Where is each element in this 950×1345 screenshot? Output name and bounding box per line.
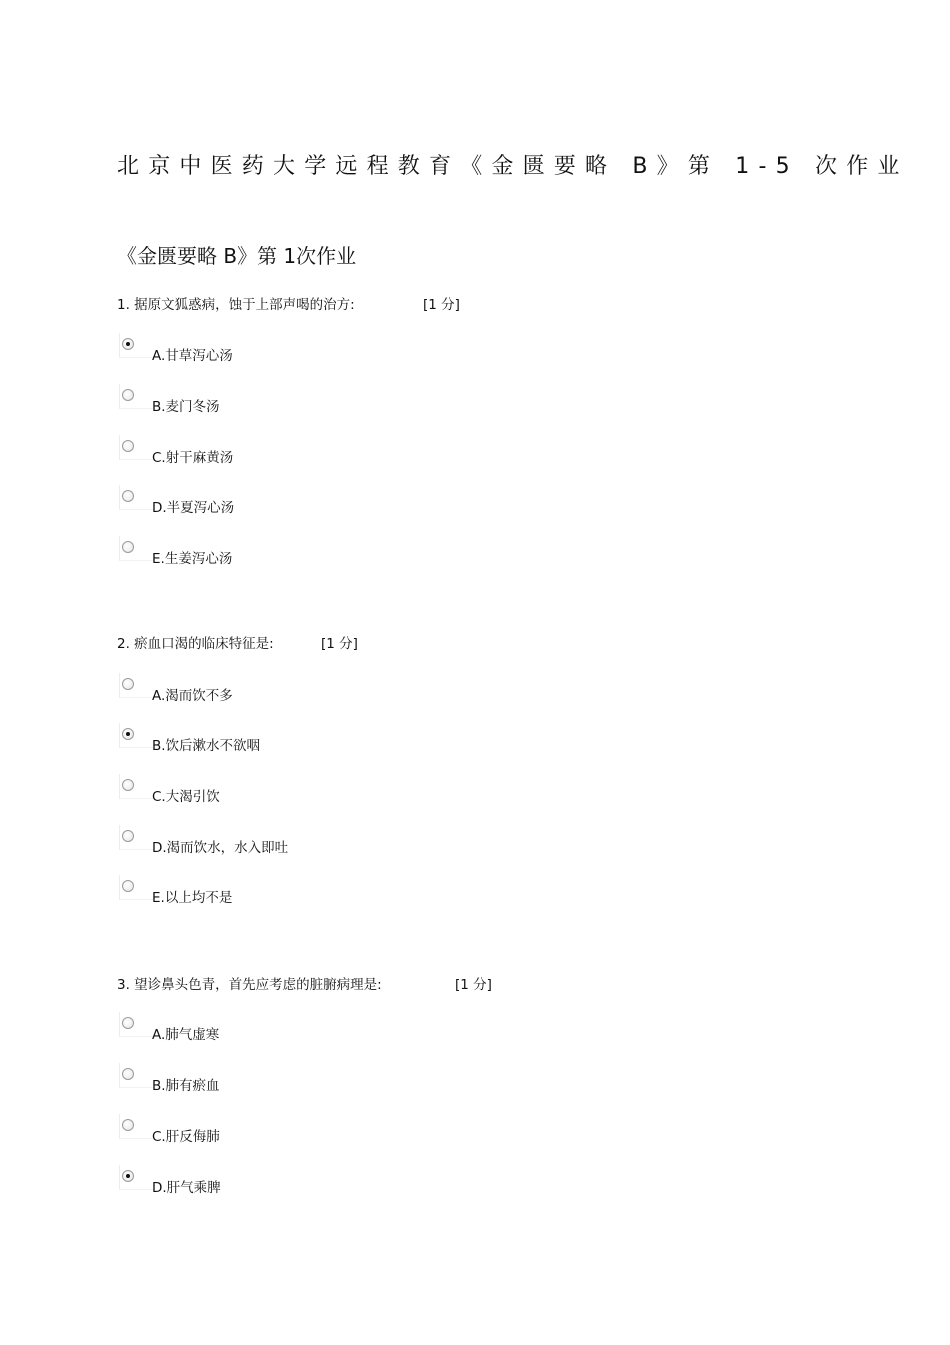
document-title: 北京中医药大学远程教育《金匮要略 B》第 1-5 次作业	[117, 154, 909, 179]
option-2b[interactable]	[119, 728, 419, 758]
option-2c[interactable]	[119, 779, 419, 809]
option-label: A.肺气虚寒	[152, 1027, 220, 1043]
option-label: C.射干麻黄汤	[152, 450, 234, 466]
radio-checked-icon[interactable]	[122, 1170, 134, 1182]
option-label: E.以上均不是	[152, 890, 233, 906]
question-3	[117, 973, 492, 993]
option-2e[interactable]	[119, 880, 419, 910]
question-text: 3. 望诊鼻头色青，首先应考虑的脏腑病理是:	[117, 977, 382, 993]
radio-checked-icon[interactable]	[122, 338, 134, 350]
option-label: C.大渴引饮	[152, 789, 220, 805]
radio-icon[interactable]	[122, 541, 134, 553]
question-score: [1 分]	[321, 636, 358, 652]
assignment-subtitle: 《金匮要略 B》第 1次作业	[117, 244, 357, 268]
radio-icon[interactable]	[122, 830, 134, 842]
option-label: C.肝反侮肺	[152, 1129, 220, 1145]
option-1b[interactable]	[119, 389, 419, 419]
radio-icon[interactable]	[122, 880, 134, 892]
radio-icon[interactable]	[122, 1017, 134, 1029]
option-label: D.渴而饮水，水入即吐	[152, 840, 289, 856]
option-3a[interactable]	[119, 1017, 419, 1047]
radio-icon[interactable]	[122, 1068, 134, 1080]
option-2a[interactable]	[119, 678, 419, 708]
option-label: B.饮后漱水不欲咽	[152, 738, 261, 754]
option-3d[interactable]	[119, 1170, 419, 1200]
option-1e[interactable]	[119, 541, 419, 571]
question-score: [1 分]	[423, 297, 460, 313]
option-1c[interactable]	[119, 440, 419, 470]
radio-icon[interactable]	[122, 490, 134, 502]
option-label: A.渴而饮不多	[152, 688, 233, 704]
option-label: B.肺有瘀血	[152, 1078, 220, 1094]
option-label: A.甘草泻心汤	[152, 348, 233, 364]
radio-checked-icon[interactable]	[122, 728, 134, 740]
radio-icon[interactable]	[122, 389, 134, 401]
option-1d[interactable]	[119, 490, 419, 520]
option-3c[interactable]	[119, 1119, 419, 1149]
question-score: [1 分]	[455, 977, 492, 993]
question-2	[117, 632, 358, 652]
option-label: E.生姜泻心汤	[152, 551, 233, 567]
radio-icon[interactable]	[122, 1119, 134, 1131]
radio-icon[interactable]	[122, 779, 134, 791]
option-label: D.肝气乘脾	[152, 1180, 221, 1196]
option-2d[interactable]	[119, 830, 419, 860]
question-text: 2. 瘀血口渴的临床特征是:	[117, 636, 274, 652]
radio-icon[interactable]	[122, 678, 134, 690]
question-text: 1. 据原文狐惑病，蚀于上部声喝的治方:	[117, 297, 355, 313]
option-label: B.麦门冬汤	[152, 399, 220, 415]
question-1	[117, 293, 460, 313]
option-3b[interactable]	[119, 1068, 419, 1098]
option-1a[interactable]	[119, 338, 419, 368]
radio-icon[interactable]	[122, 440, 134, 452]
option-label: D.半夏泻心汤	[152, 500, 235, 516]
